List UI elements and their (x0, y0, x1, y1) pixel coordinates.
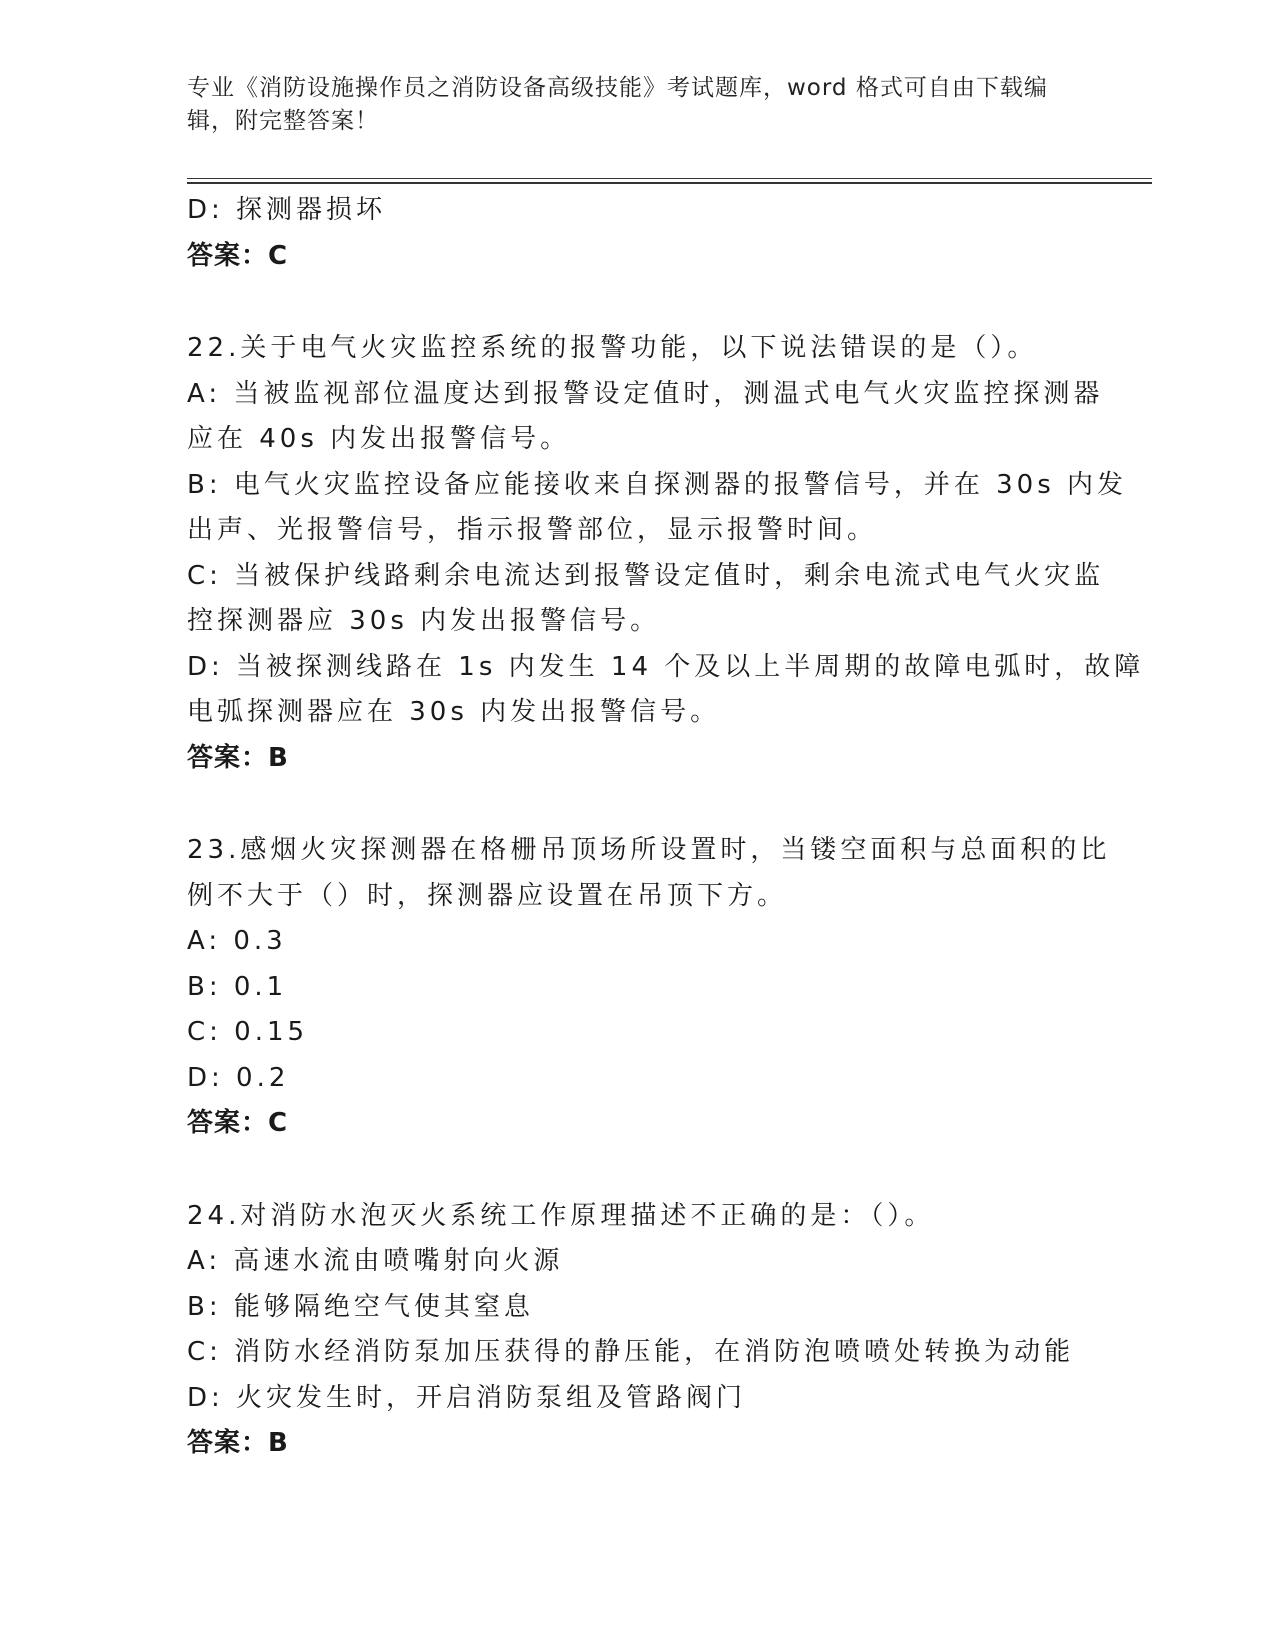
q22-option-b-line2: 出声、光报警信号，指示报警部位，显示报警时间。 (187, 515, 878, 545)
header-divider-thin (187, 178, 1152, 179)
q22-option-c-line1: C: 当被保护线路剩余电流达到报警设定值时，剩余电流式电气火灾监 (187, 560, 1105, 591)
q23-stem-line2: 例不大于（）时，探测器应设置在吊顶下方。 (187, 880, 788, 911)
q24-option-d: D: 火灾发生时，开启消防泵组及管路阀门 (187, 1382, 747, 1413)
q24-option-a: A: 高速水流由喷嘴射向火源 (187, 1246, 564, 1276)
q22-option-d-line2: 电弧探测器应在 30s 内发出报警信号。 (187, 697, 721, 727)
q23-stem-line1: 23.感烟火灾探测器在格栅吊顶场所设置时，当镂空面积与总面积的比 (187, 835, 1111, 865)
document-body (187, 188, 1145, 1467)
q24-option-b: B: 能够隔绝空气使其窒息 (187, 1291, 534, 1322)
q24-answer: 答案：B (187, 1428, 289, 1458)
q21-answer: 答案：C (187, 240, 289, 271)
header-line-2: 辑，附完整答案！ (187, 108, 379, 134)
header-divider-thick (187, 182, 1152, 184)
q23-option-b: B: 0.1 (187, 971, 288, 1002)
q22-option-a-line1: A: 当被监视部位温度达到报警设定值时，测温式电气火灾监控探测器 (187, 378, 1104, 409)
question-24 (187, 1194, 1077, 1467)
q23-answer: 答案：C (187, 1108, 289, 1138)
q22-answer: 答案：B (187, 742, 289, 773)
q21-option-d: D: 探测器损坏 (187, 195, 387, 225)
question-23 (187, 828, 1111, 1147)
q22-option-b (187, 463, 1128, 554)
q22-option-c (187, 554, 1105, 645)
question-22 (187, 326, 1145, 781)
q22-stem: 22.关于电气火灾监控系统的报警功能，以下说法错误的是（）。 (187, 333, 1038, 363)
page-header (187, 72, 1067, 138)
q24-stem: 24.对消防水泡灭火系统工作原理描述不正确的是：（）。 (187, 1200, 935, 1231)
q22-option-c-line2: 控探测器应 30s 内发出报警信号。 (187, 606, 661, 636)
q23-option-a: A: 0.3 (187, 926, 287, 956)
q22-option-d (187, 645, 1145, 736)
q22-option-a (187, 372, 1104, 463)
q22-option-a-line2: 应在 40s 内发出报警信号。 (187, 424, 571, 454)
q23-option-d: D: 0.2 (187, 1062, 290, 1093)
q22-option-b-line1: B: 电气火灾监控设备应能接收来自探测器的报警信号，并在 30s 内发 (187, 469, 1128, 500)
header-line-1: 专业《消防设施操作员之消防设备高级技能》考试题库，word 格式可自由下载编 (187, 75, 1048, 101)
q22-option-d-line1: D: 当被探测线路在 1s 内发生 14 个及以上半周期的故障电弧时，故障 (187, 651, 1145, 682)
q23-option-c: C: 0.15 (187, 1017, 309, 1047)
q24-option-c: C: 消防水经消防泵加压获得的静压能，在消防泡喷喷处转换为动能 (187, 1337, 1075, 1367)
